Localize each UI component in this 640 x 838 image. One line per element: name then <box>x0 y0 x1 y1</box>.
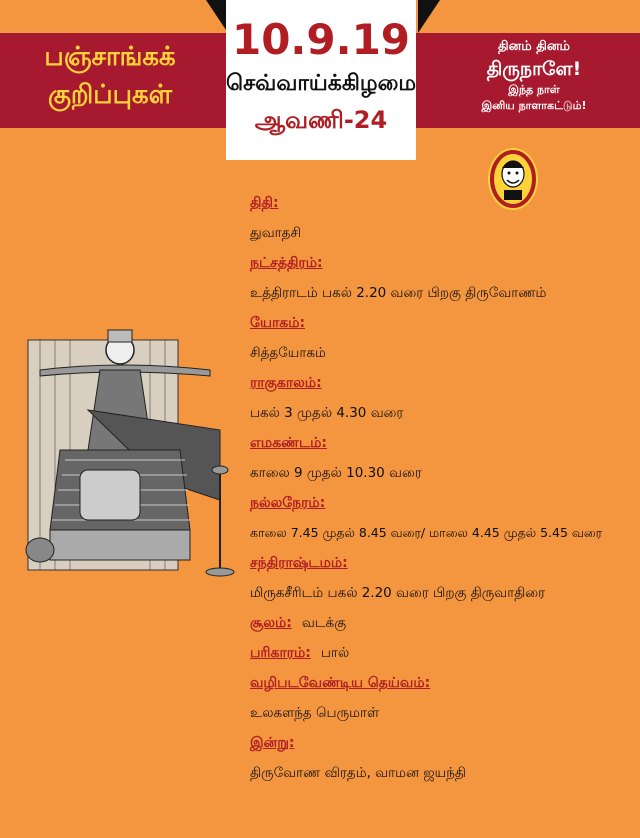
panchangam-label-row <box>250 248 635 278</box>
panchangam-value-row <box>250 398 635 428</box>
thithi-value: துவாதசி <box>250 225 302 241</box>
emagandam-value: காலை 9 முதல் 10.30 வரை <box>250 465 422 481</box>
chandrashtamam-label: சந்திராஷ்டமம்: <box>250 555 348 571</box>
panchangam-value-row <box>250 338 635 368</box>
soolam-label: சூலம்: <box>250 615 292 631</box>
panchangam-label-row <box>250 308 635 338</box>
panchangam-list <box>250 188 635 788</box>
nallaneram-label: நல்லநேரம்: <box>250 495 326 511</box>
tamil-month-day: ஆவணி-24 <box>254 106 388 134</box>
banner-tab-right <box>418 0 440 33</box>
rahukalam-label: ராகுகாலம்: <box>250 375 322 391</box>
banner-tab-left <box>206 0 228 33</box>
panchangam-label-row <box>250 488 635 518</box>
panchangam-value-row <box>250 518 635 548</box>
yogam-value: சித்தயோகம் <box>250 345 326 361</box>
nakshatram-label: நட்சத்திரம்: <box>250 255 323 271</box>
section-title-line1: பஞ்சாங்கக் <box>44 42 176 72</box>
panchangam-label-row <box>250 368 635 398</box>
section-title-line2: குறிப்புகள் <box>47 80 173 110</box>
chandrashtamam-value: மிருகசீரிடம் பகல் 2.20 வரை பிறகு திருவாதிரை <box>250 585 546 601</box>
today-value: திருவோண விரதம், வாமன ஜயந்தி <box>250 765 466 781</box>
parigaram-label: பரிகாரம்: <box>250 645 311 661</box>
deity-label: வழிபடவேண்டிய தெய்வம்: <box>250 675 431 691</box>
today-label: இன்று: <box>250 735 295 751</box>
panchangam-value-row <box>250 458 635 488</box>
panchangam-inline-row <box>250 638 635 668</box>
tagline <box>428 38 640 114</box>
panchangam-value-row <box>250 758 635 788</box>
soolam-value: வடக்கு <box>301 615 347 631</box>
section-title <box>10 38 210 114</box>
panchangam-label-row <box>250 188 635 218</box>
parigaram-value: பால் <box>320 645 350 661</box>
deity-illustration <box>20 320 248 600</box>
panchangam-inline-row <box>250 608 635 638</box>
panchangam-value-row <box>250 218 635 248</box>
panchangam-label-row <box>250 548 635 578</box>
panchangam-label-row <box>250 428 635 458</box>
date-card <box>226 0 416 160</box>
deity-value: உலகளந்த பெருமாள் <box>250 705 380 721</box>
nallaneram-value: காலை 7.45 முதல் 8.45 வரை/ மாலை 4.45 முதல் 5.45 வரை <box>250 525 603 540</box>
weekday: செவ்வாய்க்கிழமை <box>226 71 417 96</box>
panchangam-value-row <box>250 278 635 308</box>
tagline-line2: திருநாளே! <box>486 58 582 80</box>
panchangam-value-row <box>250 698 635 728</box>
rahukalam-value: பகல் 3 முதல் 4.30 வரை <box>250 405 404 421</box>
tagline-line4: இனிய நாளாகட்டும்! <box>481 99 587 112</box>
panchangam-label-row <box>250 728 635 758</box>
tagline-line1: தினம் தினம் <box>498 39 570 54</box>
thithi-label: திதி: <box>250 195 279 211</box>
panchangam-label-row <box>250 668 635 698</box>
nakshatram-value: உத்திராடம் பகல் 2.20 வரை பிறகு திருவோணம் <box>250 285 547 301</box>
emagandam-label: எமகண்டம்: <box>250 435 327 451</box>
tagline-line3: இந்த நாள் <box>508 83 560 96</box>
yogam-label: யோகம்: <box>250 315 306 331</box>
date: 10.9.19 <box>231 15 411 64</box>
panchangam-value-row <box>250 578 635 608</box>
